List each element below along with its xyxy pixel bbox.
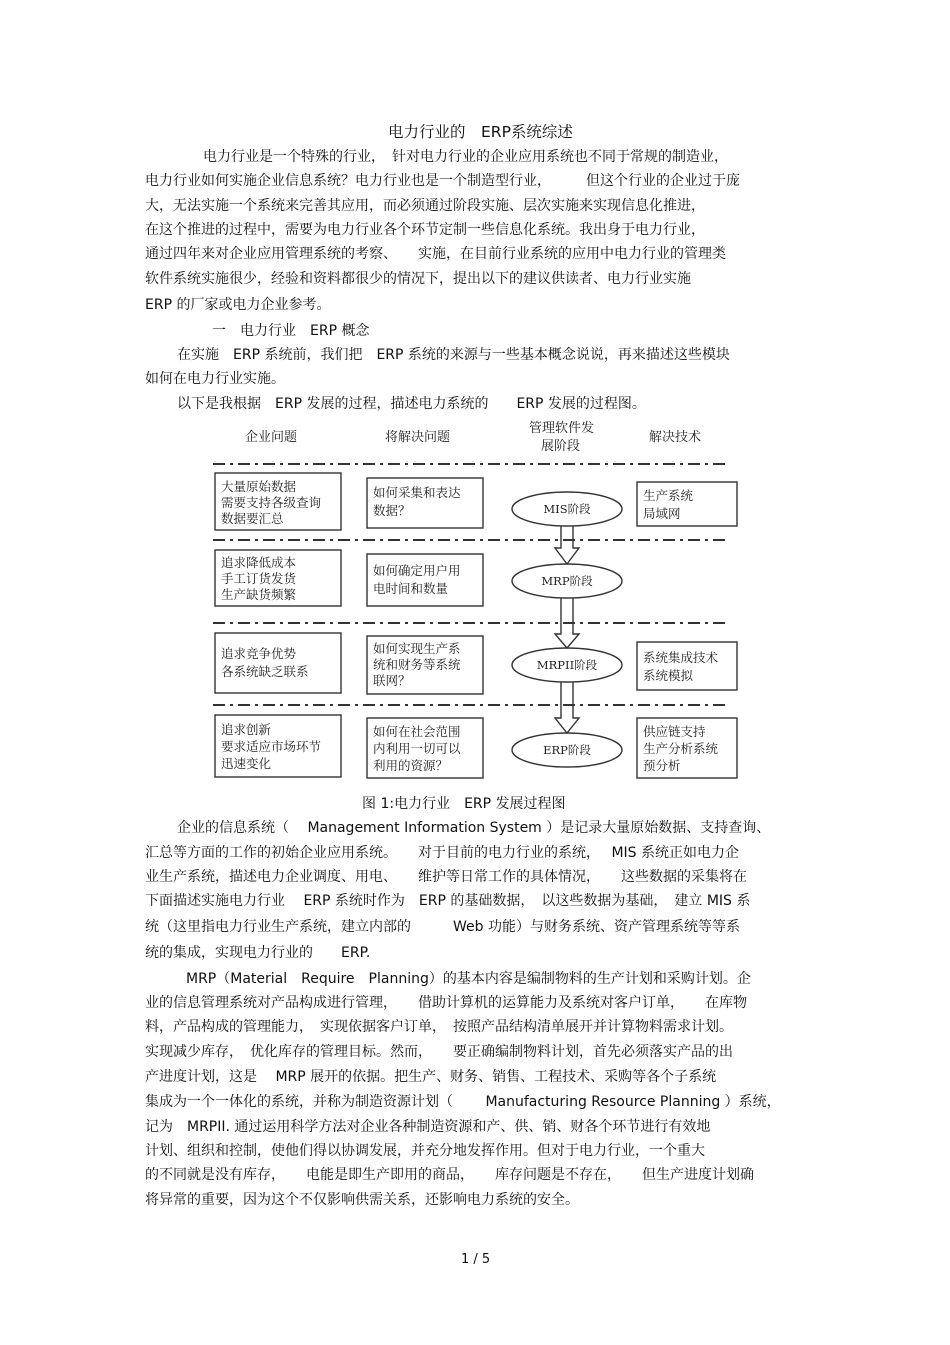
paragraph-line: 通过四年来对企业应用管理系统的考察、 实施，在目前行业系统的应用中电力行业的管理类	[145, 246, 726, 262]
paragraph-line: 下面描述实施电力行业 ERP 系统时作为 ERP 的基础数据， 以这些数据为基础， 建立 MIS 系	[145, 893, 751, 909]
diagram-header: 展阶段	[541, 439, 581, 454]
document-title: 电力行业的 ERP系统综述	[388, 123, 573, 141]
svg-text:局域网: 局域网	[643, 506, 681, 521]
paragraph-line: 产进度计划，这是 MRP 展开的依据。把生产、财务、销售、工程技术、采购等各个子系统	[145, 1069, 717, 1085]
svg-text:如何采集和表达: 如何采集和表达	[373, 485, 461, 500]
stage-label: MRP阶段	[541, 574, 593, 588]
paragraph-line: 电力行业如何实施企业信息系统？电力行业也是一个制造型行业， 但这个行业的企业过于庞	[145, 173, 740, 189]
svg-text:联网？: 联网？	[373, 673, 411, 688]
svg-text:手工订货发货: 手工订货发货	[221, 571, 297, 586]
paragraph-line: 企业的信息系统（ Management Information System ）是记录大量原始数据、支持查询、	[177, 820, 771, 836]
paragraph-line: 统的集成，实现电力行业的 ERP.	[145, 945, 371, 961]
diagram-header: 解决技术	[649, 430, 702, 445]
diagram-header: 企业问题	[245, 430, 298, 445]
svg-text:生产缺货频繁: 生产缺货频繁	[221, 587, 297, 602]
paragraph-line: 料，产品构成的管理能力， 实现依据客户订单， 按照产品结构清单展开并计算物料需求计划。	[145, 1019, 733, 1035]
paragraph-line: 将异常的重要，因为这个不仅影响供需关系，还影响电力系统的安全。	[145, 1192, 579, 1208]
svg-text:系统集成技术: 系统集成技术	[643, 650, 719, 665]
svg-text:数据要汇总: 数据要汇总	[221, 511, 284, 526]
paragraph-line: 电力行业是一个特殊的行业， 针对电力行业的企业应用系统也不同于常规的制造业，	[203, 149, 728, 165]
paragraph-line: 统（这里指电力行业生产系统，建立内部的 Web 功能）与财务系统、资产管理系统等等系	[145, 919, 740, 935]
svg-text:追求降低成本: 追求降低成本	[221, 555, 297, 570]
svg-text:需要支持各级查询: 需要支持各级查询	[221, 495, 322, 510]
svg-text:迅速变化: 迅速变化	[221, 756, 272, 771]
svg-text:如何确定用户用: 如何确定用户用	[373, 563, 461, 578]
svg-text:各系统缺乏联系: 各系统缺乏联系	[221, 664, 309, 679]
paragraph-line: 业的信息管理系统对产品构成进行管理， 借助计算机的运算能力及系统对客户订单， 在库物	[145, 995, 747, 1011]
section-heading: 一 电力行业 ERP 概念	[212, 323, 370, 339]
paragraph-line: 在实施 ERP 系统前，我们把 ERP 系统的来源与一些基本概念说说，再来描述这些模块	[177, 347, 730, 363]
svg-text:系统模拟: 系统模拟	[643, 668, 694, 683]
svg-text:追求竞争优势: 追求竞争优势	[221, 646, 297, 661]
svg-text:生产分析系统: 生产分析系统	[643, 741, 719, 756]
svg-text:内利用一切可以: 内利用一切可以	[373, 741, 461, 756]
svg-text:利用的资源？: 利用的资源？	[373, 758, 449, 773]
svg-text:预分析: 预分析	[643, 758, 681, 773]
stage-label: ERP阶段	[543, 743, 591, 757]
paragraph-line: 汇总等方面的工作的初始企业应用系统。 对于目前的电力行业的系统， MIS 系统正如电力企	[145, 845, 739, 861]
svg-text:如何实现生产系: 如何实现生产系	[373, 641, 461, 656]
svg-text:生产系统: 生产系统	[643, 488, 694, 503]
paragraph-line: 如何在电力行业实施。	[145, 371, 285, 387]
paragraph-line: 的不同就是没有库存， 电能是即生产即用的商品， 库存问题是不存在， 但生产进度计划确	[145, 1167, 754, 1183]
svg-text:要求适应市场环节: 要求适应市场环节	[221, 739, 322, 754]
svg-text:如何在社会范围: 如何在社会范围	[373, 724, 461, 739]
paragraph-line: 软件系统实施很少，经验和资料都很少的情况下，提出以下的建议供读者、电力行业实施	[145, 271, 691, 287]
erp-development-diagram	[205, 418, 745, 788]
svg-text:供应链支持: 供应链支持	[643, 724, 706, 739]
stage-label: MRPII阶段	[536, 658, 598, 672]
paragraph-line: 业生产系统，描述电力企业调度、用电、 维护等日常工作的具体情况， 这些数据的采集将在	[145, 869, 747, 885]
svg-text:数据？: 数据？	[373, 503, 411, 518]
figure-caption: 图 1:电力行业 ERP 发展过程图	[362, 796, 566, 812]
page-number: 1 / 5	[461, 1252, 491, 1267]
svg-text:电时间和数量: 电时间和数量	[373, 581, 449, 596]
svg-text:大量原始数据: 大量原始数据	[221, 479, 297, 494]
paragraph-line: 大，无法实施一个系统来完善其应用，而必须通过阶段实施、层次实施来实现信息化推进，	[145, 198, 705, 214]
paragraph-line: 计划、组织和控制，使他们得以协调发展，并充分地发挥作用。但对于电力行业，一个重大	[145, 1143, 705, 1159]
paragraph-line: 集成为一个一体化的系统，并称为制造资源计划（ Manufacturing Resource Planning ）系统，	[145, 1094, 781, 1110]
svg-text:统和财务等系统: 统和财务等系统	[373, 657, 461, 672]
paragraph-line: 以下是我根据 ERP 发展的过程，描述电力系统的 ERP 发展的过程图。	[177, 396, 646, 412]
svg-text:追求创新: 追求创新	[221, 722, 272, 737]
paragraph-line: ERP 的厂家或电力企业参考。	[145, 297, 331, 313]
paragraph-line: 记为 MRPII. 通过运用科学方法对企业各种制造资源和产、供、销、财各个环节进行有效地	[145, 1119, 711, 1135]
diagram-header: 将解决问题	[385, 430, 451, 445]
paragraph-line: 在这个推进的过程中，需要为电力行业各个环节定制一些信息化系统。我出身于电力行业，	[145, 222, 705, 238]
stage-label: MIS阶段	[543, 502, 591, 516]
paragraph-line: 实现减少库存， 优化库存的管理目标。然而， 要正确编制物料计划，首先必须落实产品的出	[145, 1044, 733, 1060]
diagram-header: 管理软件发	[529, 421, 595, 436]
paragraph-line: MRP（Material Require Planning）的基本内容是编制物料的生产计划和采购计划。企	[186, 971, 751, 987]
